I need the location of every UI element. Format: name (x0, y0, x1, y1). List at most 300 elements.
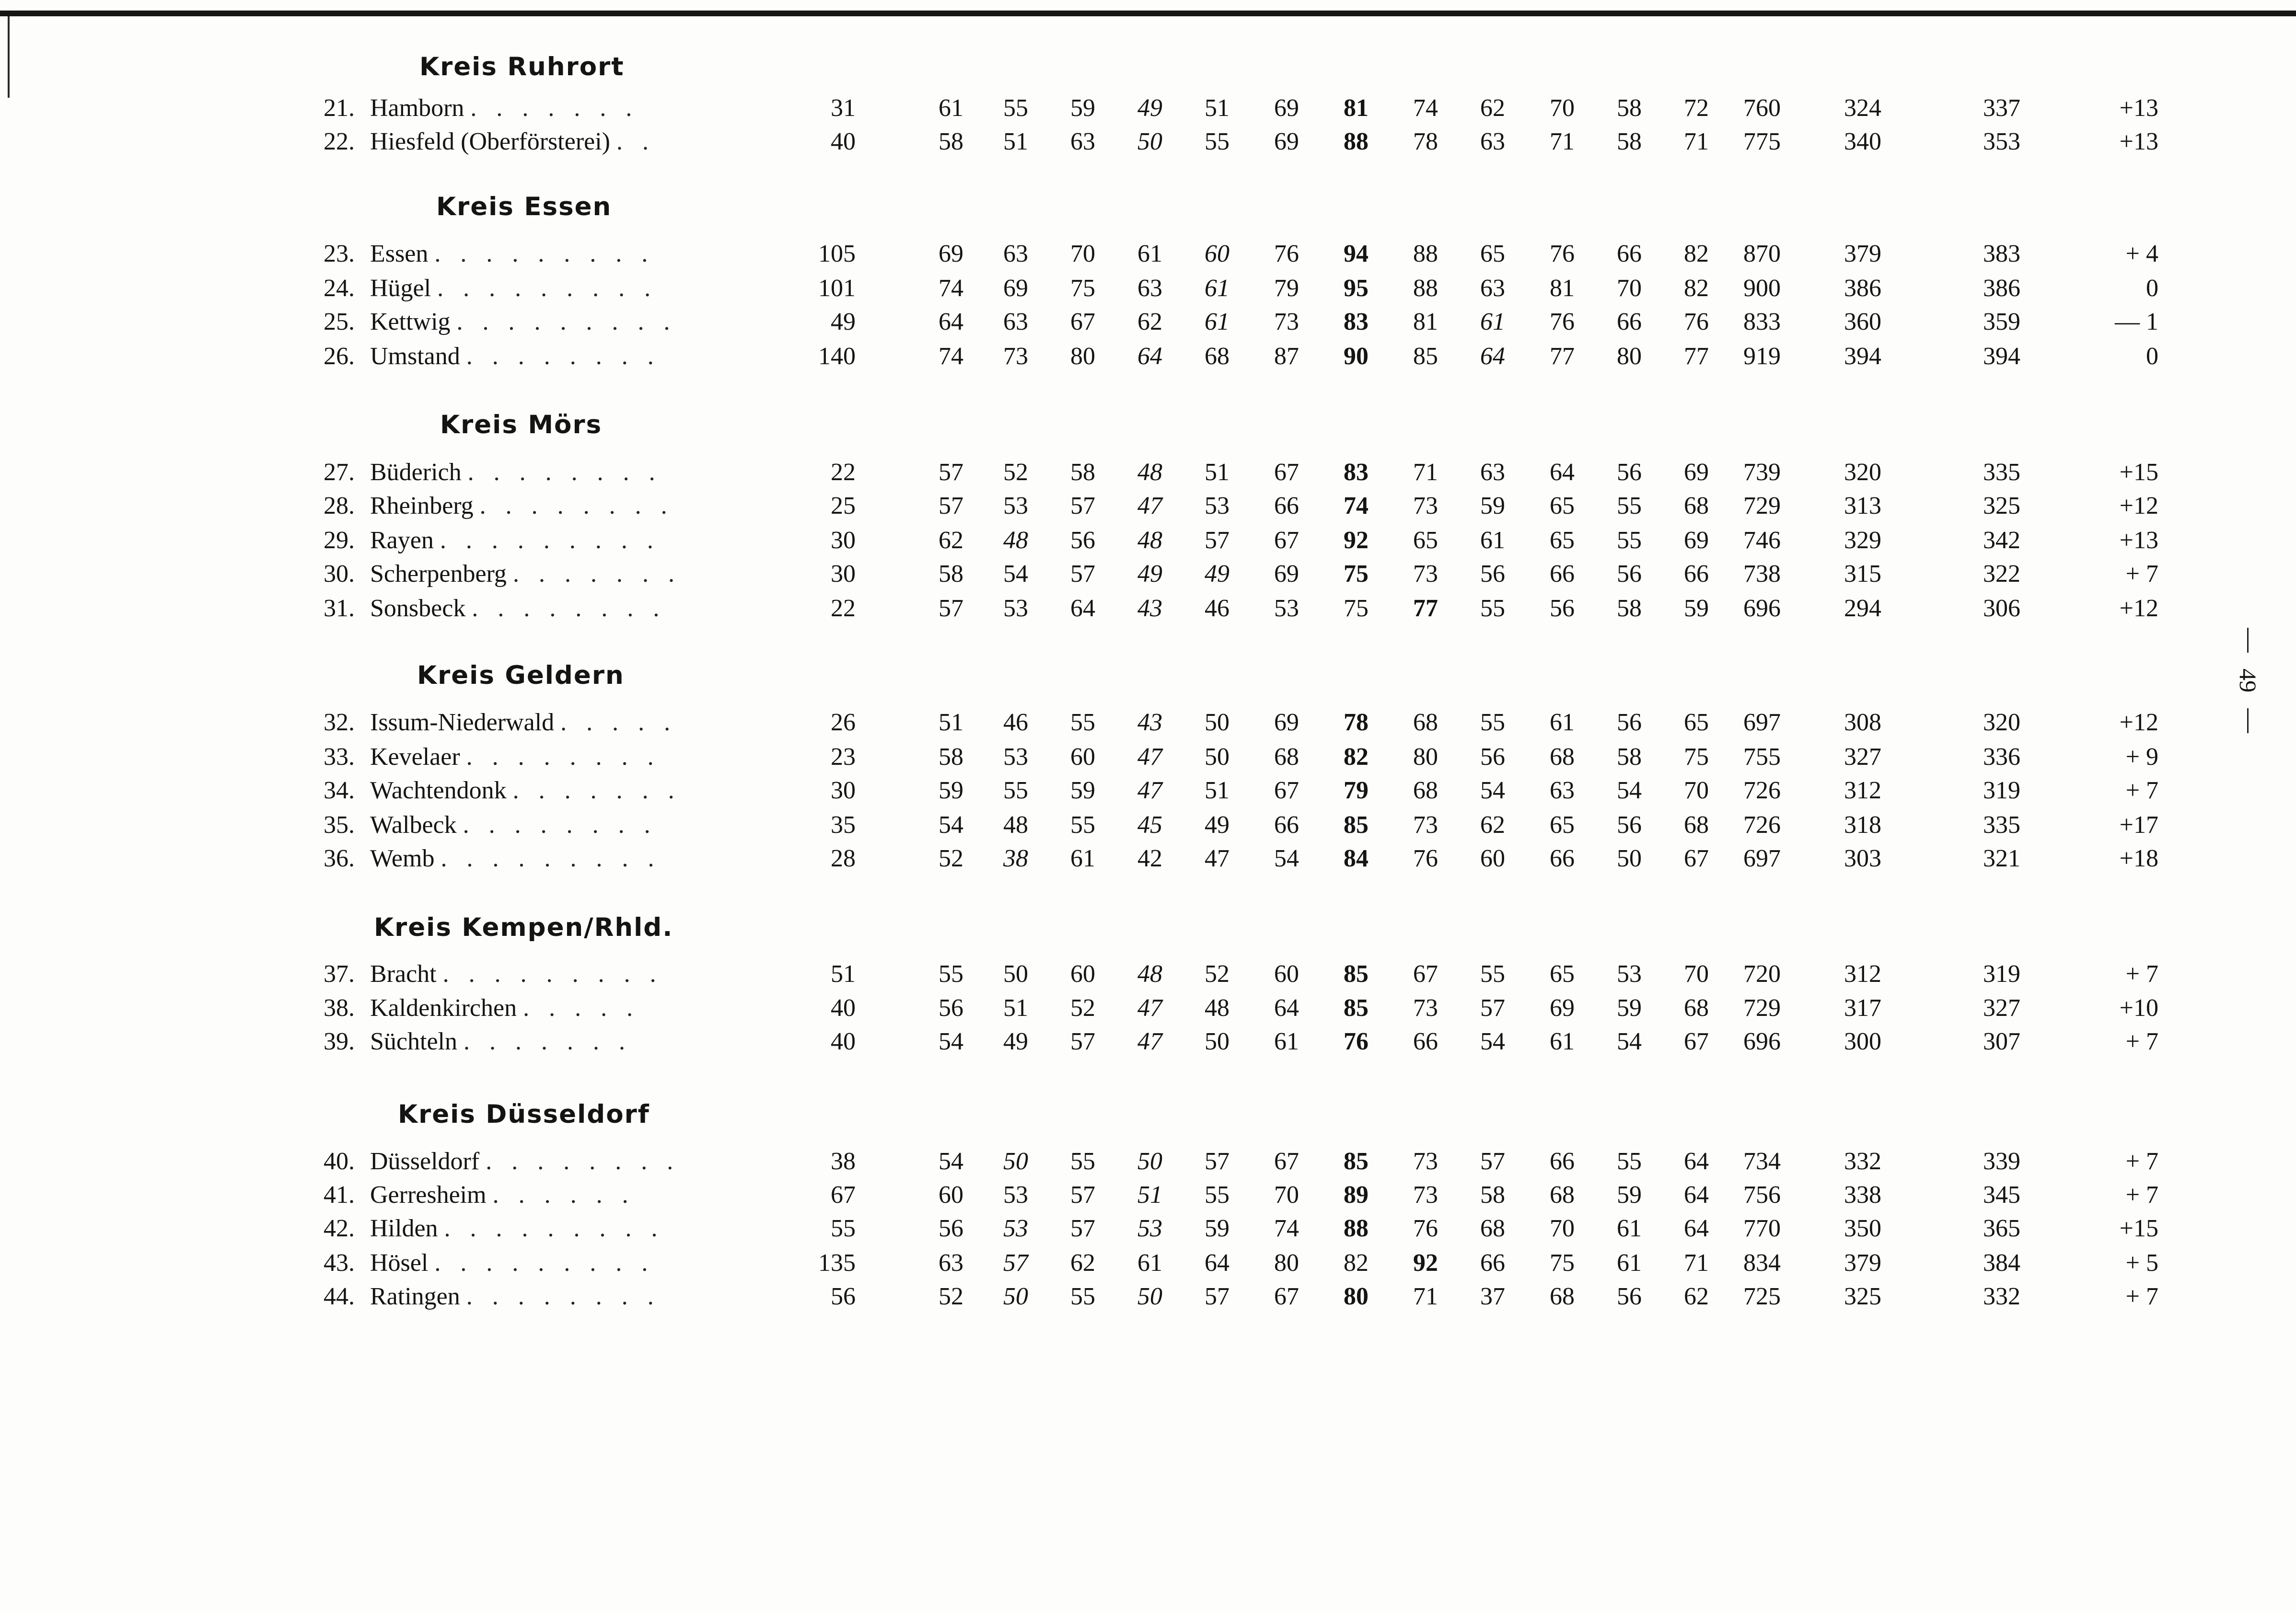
table-cell: 55 (1205, 1181, 1229, 1209)
table-cell: 71 (1413, 459, 1438, 486)
table-cell: +18 (2119, 845, 2158, 872)
table-cell: 53 (1003, 595, 1028, 622)
table-cell: 56 (1070, 527, 1095, 554)
table-cell: 57 (1070, 1028, 1095, 1055)
table-row (0, 1181, 2296, 1210)
table-cell: + 7 (2125, 1148, 2158, 1175)
table-cell: 49 (1205, 811, 1229, 839)
table-cell: 68 (1413, 709, 1438, 736)
table-cell: 64 (1550, 459, 1575, 486)
table-cell: 83 (1344, 459, 1368, 486)
table-cell: 61 (1617, 1249, 1642, 1277)
row-number: 33. (324, 743, 355, 771)
location-name-text: Kevelaer (370, 743, 460, 771)
table-cell: 394 (1844, 343, 1881, 370)
table-cell: — 1 (2115, 308, 2158, 335)
location-name-text: Hiesfeld (Oberförsterei) (370, 128, 610, 155)
table-cell: 85 (1344, 960, 1368, 988)
location-name-text: Essen (370, 240, 429, 267)
table-cell: 68 (1274, 743, 1299, 771)
table-cell: 58 (1070, 459, 1095, 486)
table-cell: 56 (1617, 709, 1642, 736)
leader-dots: . . . . . . . . (466, 743, 661, 771)
table-row (0, 743, 2296, 772)
table-cell: 67 (1274, 1283, 1299, 1310)
leader-dots: . . . . . . . . . (434, 1249, 655, 1277)
table-cell: 87 (1274, 343, 1299, 370)
table-cell: 61 (1205, 308, 1229, 335)
table-cell: 64 (1684, 1148, 1709, 1175)
table-cell: 71 (1550, 128, 1575, 155)
table-cell: 57 (1070, 1181, 1095, 1209)
table-cell: 68 (1550, 1181, 1575, 1209)
table-cell: 321 (1983, 845, 2020, 872)
table-cell: 22 (831, 595, 856, 622)
table-cell: 67 (1684, 1028, 1709, 1055)
table-cell: 73 (1413, 811, 1438, 839)
table-cell: 69 (1550, 994, 1575, 1022)
table-cell: 135 (818, 1249, 856, 1277)
table-cell: 720 (1743, 960, 1781, 988)
table-cell: 71 (1684, 128, 1709, 155)
table-cell: 67 (1684, 845, 1709, 872)
location-name-text: Wemb (370, 845, 435, 872)
table-cell: 59 (1070, 777, 1095, 804)
table-cell: 105 (818, 240, 856, 267)
table-cell: 350 (1844, 1215, 1881, 1242)
table-cell: 47 (1137, 1028, 1162, 1055)
table-cell: 57 (1480, 1148, 1505, 1175)
table-cell: 56 (1617, 459, 1642, 486)
table-cell: 77 (1550, 343, 1575, 370)
location-name-text: Düsseldorf (370, 1148, 480, 1175)
leader-dots: . . . . . . . . . (456, 308, 677, 335)
table-cell: 82 (1684, 240, 1709, 267)
table-cell: 61 (1480, 308, 1505, 335)
table-cell: 69 (939, 240, 963, 267)
row-number: 40. (324, 1148, 355, 1175)
table-cell: 51 (1003, 994, 1028, 1022)
table-cell: 54 (1003, 560, 1028, 588)
table-cell: 50 (1003, 960, 1028, 988)
table-cell: 59 (1684, 595, 1709, 622)
location-name-text: Umstand (370, 343, 460, 370)
location-name-text: Wachtendonk (370, 777, 507, 804)
row-number: 22. (324, 128, 355, 155)
table-cell: 53 (1205, 492, 1229, 519)
table-cell: +12 (2119, 492, 2158, 519)
table-cell: 75 (1070, 275, 1095, 302)
table-cell: 697 (1743, 845, 1781, 872)
table-cell: 339 (1983, 1148, 2020, 1175)
table-cell: 92 (1413, 1249, 1438, 1277)
table-cell: 30 (831, 560, 856, 588)
table-cell: 89 (1344, 1181, 1368, 1209)
table-cell: 64 (1070, 595, 1095, 622)
table-row (0, 240, 2296, 268)
table-cell: 729 (1743, 994, 1781, 1022)
table-cell: + 7 (2125, 560, 2158, 588)
section-heading: Kreis Geldern (417, 661, 625, 690)
section-heading: Kreis Mörs (440, 410, 603, 439)
table-cell: 64 (1684, 1181, 1709, 1209)
table-cell: +12 (2119, 709, 2158, 736)
table-cell: 73 (1413, 1148, 1438, 1175)
table-cell: 329 (1844, 527, 1881, 554)
table-cell: 900 (1743, 275, 1781, 302)
table-cell: 92 (1344, 527, 1368, 554)
table-cell: 46 (1003, 709, 1028, 736)
table-cell: 870 (1743, 240, 1781, 267)
table-cell: 65 (1550, 960, 1575, 988)
table-cell: 775 (1743, 128, 1781, 155)
table-cell: 49 (1137, 94, 1162, 122)
table-cell: 25 (831, 492, 856, 519)
table-cell: 57 (939, 595, 963, 622)
table-cell: 726 (1743, 777, 1781, 804)
table-cell: 327 (1983, 994, 2020, 1022)
table-cell: 70 (1617, 275, 1642, 302)
location-name (370, 1214, 734, 1243)
location-name-text: Sonsbeck (370, 595, 466, 622)
table-cell: 59 (1617, 994, 1642, 1022)
table-cell: 88 (1344, 1215, 1368, 1242)
table-cell: 335 (1983, 459, 2020, 486)
table-cell: 73 (1413, 1181, 1438, 1209)
table-cell: 64 (1480, 343, 1505, 370)
location-name-text: Hilden (370, 1215, 438, 1242)
table-cell: 43 (1137, 595, 1162, 622)
table-cell: 71 (1413, 1283, 1438, 1310)
table-cell: 56 (939, 1215, 963, 1242)
table-cell: 30 (831, 527, 856, 554)
table-cell: 48 (1137, 527, 1162, 554)
table-row (0, 1027, 2296, 1056)
table-cell: 64 (1274, 994, 1299, 1022)
table-cell: 81 (1413, 308, 1438, 335)
location-name (370, 811, 734, 840)
leader-dots: . . . . . . . . . (437, 275, 658, 302)
table-cell: 68 (1205, 343, 1229, 370)
table-cell: 77 (1413, 595, 1438, 622)
table-cell: 59 (1617, 1181, 1642, 1209)
table-cell: 88 (1413, 275, 1438, 302)
table-cell: + 7 (2125, 1283, 2158, 1310)
table-cell: 67 (1274, 777, 1299, 804)
table-cell: 738 (1743, 560, 1781, 588)
table-cell: 318 (1844, 811, 1881, 839)
table-cell: 76 (1413, 845, 1438, 872)
table-cell: 338 (1844, 1181, 1881, 1209)
location-name (370, 960, 734, 989)
location-name-text: Issum-Niederwald (370, 709, 555, 736)
table-cell: 57 (939, 459, 963, 486)
table-cell: 35 (831, 811, 856, 839)
table-cell: 65 (1550, 492, 1575, 519)
row-number: 44. (324, 1283, 355, 1310)
location-name-text: Kaldenkirchen (370, 994, 517, 1022)
leader-dots: . . . . . . . . . (441, 845, 661, 872)
table-cell: 40 (831, 128, 856, 155)
leader-dots: . . . . . . . . (463, 811, 657, 839)
table-cell: 48 (1137, 960, 1162, 988)
location-name (370, 594, 734, 623)
location-name (370, 458, 734, 487)
table-cell: 72 (1684, 94, 1709, 122)
table-cell: 66 (1550, 560, 1575, 588)
table-cell: 85 (1413, 343, 1438, 370)
row-number: 23. (324, 240, 355, 267)
location-name-text: Rheinberg (370, 492, 474, 519)
table-row (0, 526, 2296, 555)
table-cell: 61 (1137, 240, 1162, 267)
leader-dots: . . . . . . . (512, 777, 681, 804)
table-cell: 57 (1205, 1148, 1229, 1175)
table-cell: 55 (1617, 1148, 1642, 1175)
table-cell: 82 (1344, 743, 1368, 771)
table-cell: 833 (1743, 308, 1781, 335)
table-row (0, 1214, 2296, 1243)
table-cell: 47 (1137, 492, 1162, 519)
table-cell: 74 (1344, 492, 1368, 519)
location-name (370, 743, 734, 772)
table-cell: 68 (1684, 492, 1709, 519)
table-cell: 140 (818, 343, 856, 370)
table-cell: 725 (1743, 1283, 1781, 1310)
table-cell: 49 (1003, 1028, 1028, 1055)
table-cell: 61 (939, 94, 963, 122)
table-cell: +15 (2119, 1215, 2158, 1242)
leader-dots: . . . . . . . . (466, 1283, 661, 1310)
table-cell: 62 (939, 527, 963, 554)
location-name (370, 94, 734, 123)
table-cell: 31 (831, 94, 856, 122)
table-cell: 729 (1743, 492, 1781, 519)
table-row (0, 1249, 2296, 1278)
table-cell: + 7 (2125, 777, 2158, 804)
table-cell: 52 (939, 845, 963, 872)
leader-dots: . . . . . . (492, 1181, 635, 1209)
table-cell: 50 (1003, 1283, 1028, 1310)
table-cell: 58 (939, 743, 963, 771)
table-cell: 48 (1205, 994, 1229, 1022)
leader-dots: . . . . . . . . (486, 1148, 680, 1175)
table-cell: 82 (1344, 1249, 1368, 1277)
location-name (370, 1147, 734, 1176)
table-cell: 57 (1070, 560, 1095, 588)
table-cell: 52 (1003, 459, 1028, 486)
table-cell: 80 (1617, 343, 1642, 370)
table-cell: 697 (1743, 709, 1781, 736)
table-cell: 53 (1137, 1215, 1162, 1242)
table-row (0, 94, 2296, 123)
location-name (370, 526, 734, 555)
table-cell: 315 (1844, 560, 1881, 588)
table-cell: 379 (1844, 240, 1881, 267)
table-cell: 313 (1844, 492, 1881, 519)
table-cell: 54 (939, 1148, 963, 1175)
table-cell: 66 (1274, 811, 1299, 839)
table-cell: 0 (2146, 275, 2158, 302)
table-cell: 50 (1617, 845, 1642, 872)
table-cell: 66 (1617, 240, 1642, 267)
table-cell: 51 (939, 709, 963, 736)
table-cell: 51 (1205, 777, 1229, 804)
row-number: 25. (324, 308, 355, 335)
table-cell: 50 (1205, 1028, 1229, 1055)
table-cell: 76 (1550, 308, 1575, 335)
table-cell: 40 (831, 994, 856, 1022)
table-cell: 53 (1003, 1181, 1028, 1209)
table-cell: 46 (1205, 595, 1229, 622)
table-cell: 50 (1137, 128, 1162, 155)
table-row (0, 342, 2296, 371)
table-cell: 68 (1480, 1215, 1505, 1242)
table-cell: 319 (1983, 777, 2020, 804)
table-cell: 65 (1480, 240, 1505, 267)
table-cell: 57 (1003, 1249, 1028, 1277)
section-heading: Kreis Ruhrort (419, 52, 625, 81)
table-cell: 337 (1983, 94, 2020, 122)
table-cell: 327 (1844, 743, 1881, 771)
table-cell: 55 (1070, 1283, 1095, 1310)
location-name-text: Bracht (370, 960, 437, 988)
table-cell: 74 (939, 275, 963, 302)
table-cell: 75 (1344, 595, 1368, 622)
table-cell: 80 (1344, 1283, 1368, 1310)
table-cell: 53 (1003, 492, 1028, 519)
table-cell: 73 (1413, 492, 1438, 519)
table-cell: 54 (1480, 1028, 1505, 1055)
table-cell: 49 (1205, 560, 1229, 588)
table-cell: 360 (1844, 308, 1881, 335)
table-cell: 59 (939, 777, 963, 804)
table-cell: 65 (1413, 527, 1438, 554)
table-cell: +13 (2119, 128, 2158, 155)
table-row (0, 960, 2296, 989)
table-cell: 54 (1617, 1028, 1642, 1055)
table-cell: 50 (1003, 1148, 1028, 1175)
table-cell: 70 (1070, 240, 1095, 267)
table-cell: 739 (1743, 459, 1781, 486)
table-cell: 62 (1684, 1283, 1709, 1310)
row-number: 32. (324, 709, 355, 736)
table-cell: 55 (1070, 709, 1095, 736)
table-cell: 66 (1617, 308, 1642, 335)
table-row (0, 994, 2296, 1023)
table-cell: +10 (2119, 994, 2158, 1022)
table-cell: 53 (1003, 743, 1028, 771)
table-cell: 67 (1274, 1148, 1299, 1175)
location-name-text: Rayen (370, 527, 434, 554)
table-cell: 312 (1844, 777, 1881, 804)
table-row (0, 560, 2296, 588)
table-row (0, 811, 2296, 840)
table-cell: 28 (831, 845, 856, 872)
table-cell: 55 (1617, 527, 1642, 554)
row-number: 34. (324, 777, 355, 804)
table-cell: 61 (1550, 709, 1575, 736)
table-cell: 75 (1550, 1249, 1575, 1277)
table-cell: 51 (1137, 1181, 1162, 1209)
table-cell: 56 (1480, 743, 1505, 771)
table-cell: 74 (1274, 1215, 1299, 1242)
table-cell: 47 (1137, 743, 1162, 771)
table-cell: 59 (1205, 1215, 1229, 1242)
table-cell: 67 (1413, 960, 1438, 988)
table-cell: 76 (1274, 240, 1299, 267)
table-cell: 23 (831, 743, 856, 771)
leader-dots: . . (616, 128, 655, 155)
table-cell: + 9 (2125, 743, 2158, 771)
table-cell: 58 (939, 128, 963, 155)
table-cell: 307 (1983, 1028, 2020, 1055)
table-cell: 734 (1743, 1148, 1781, 1175)
table-cell: 322 (1983, 560, 2020, 588)
table-cell: 70 (1550, 94, 1575, 122)
table-cell: 49 (1137, 560, 1162, 588)
table-cell: 85 (1344, 1148, 1368, 1175)
location-name-text: Hügel (370, 275, 431, 302)
table-cell: 67 (1070, 308, 1095, 335)
table-cell: 383 (1983, 240, 2020, 267)
table-cell: 53 (1617, 960, 1642, 988)
table-cell: 70 (1550, 1215, 1575, 1242)
table-cell: 69 (1274, 560, 1299, 588)
table-cell: 63 (1480, 459, 1505, 486)
table-cell: 30 (831, 777, 856, 804)
table-cell: 379 (1844, 1249, 1881, 1277)
row-number: 36. (324, 845, 355, 872)
table-cell: 65 (1550, 811, 1575, 839)
table-cell: 52 (939, 1283, 963, 1310)
row-number: 21. (324, 94, 355, 122)
table-cell: 760 (1743, 94, 1781, 122)
table-cell: 56 (1550, 595, 1575, 622)
location-name (370, 274, 734, 303)
page-number: 49 (2235, 668, 2261, 692)
table-cell: 62 (1480, 94, 1505, 122)
table-cell: 54 (1274, 845, 1299, 872)
table-cell: 70 (1684, 777, 1709, 804)
table-cell: 38 (1003, 845, 1028, 872)
table-cell: + 4 (2125, 240, 2158, 267)
table-cell: 332 (1844, 1148, 1881, 1175)
location-name (370, 1282, 734, 1311)
table-cell: 63 (1137, 275, 1162, 302)
table-cell: 57 (1205, 527, 1229, 554)
table-row (0, 1147, 2296, 1176)
table-cell: 49 (831, 308, 856, 335)
leader-dots: . . . . . (560, 709, 677, 736)
table-cell: 64 (1137, 343, 1162, 370)
location-name-text: Hösel (370, 1249, 429, 1277)
table-cell: 82 (1684, 275, 1709, 302)
table-cell: 56 (939, 994, 963, 1022)
table-cell: 48 (1003, 527, 1028, 554)
leader-dots: . . . . . . . . . (442, 960, 663, 988)
table-cell: 51 (1205, 459, 1229, 486)
table-cell: 53 (1003, 1215, 1028, 1242)
table-cell: 81 (1344, 94, 1368, 122)
table-cell: 70 (1274, 1181, 1299, 1209)
table-cell: 55 (1070, 811, 1095, 839)
table-cell: 64 (1205, 1249, 1229, 1277)
table-cell: 60 (1070, 960, 1095, 988)
table-cell: 57 (939, 492, 963, 519)
table-cell: 58 (1617, 595, 1642, 622)
table-cell: 325 (1983, 492, 2020, 519)
